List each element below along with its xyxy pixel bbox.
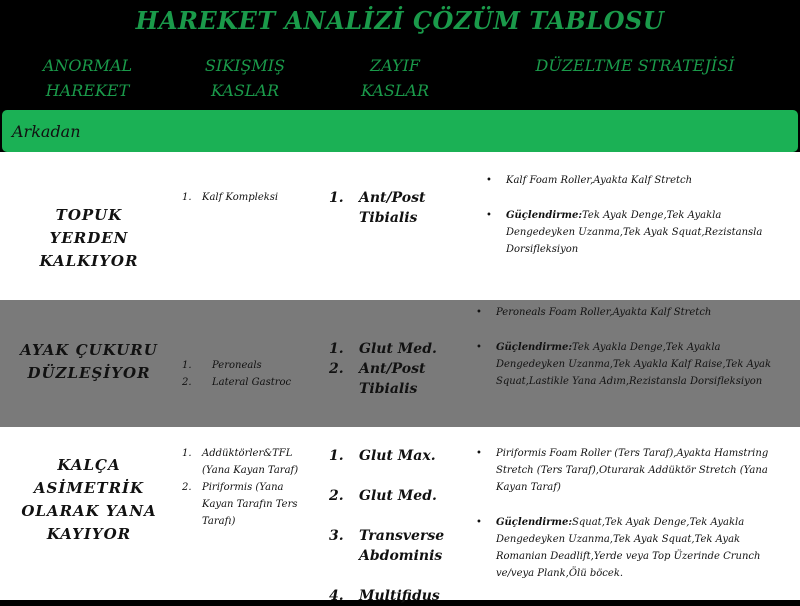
item-text: Glut Med. xyxy=(359,488,437,504)
item-text: Peroneals xyxy=(212,360,262,371)
strategy-text: Peroneals Foam Roller,Ayakta Kalf Stretch xyxy=(496,307,712,318)
movement-line: AYAK ÇUKURU xyxy=(20,341,158,359)
tight-muscles-list xyxy=(182,357,312,391)
list-item xyxy=(329,188,454,228)
list-item xyxy=(476,172,786,189)
strategy-list xyxy=(466,445,792,582)
strategy-text: Piriformis Foam Roller (Ters Taraf),Ayakta Hamstring Stretch (Ters Taraf),Oturarak Addüktör Stretch (Yana Kayan Taraf) xyxy=(496,448,769,493)
list-item xyxy=(329,339,454,359)
item-number: 1. xyxy=(329,341,344,357)
list-item xyxy=(466,514,792,582)
item-number: 2. xyxy=(329,488,344,504)
list-item xyxy=(329,446,454,466)
column-header-line: HAREKET xyxy=(45,81,130,100)
item-text: Abdominis xyxy=(359,548,443,564)
movement-line: KAYIYOR xyxy=(46,525,132,543)
table-row xyxy=(0,427,800,604)
item-number: 1. xyxy=(182,192,192,203)
list-item xyxy=(476,207,786,258)
bullet-icon: • xyxy=(476,517,482,528)
movement-line: OLARAK YANA xyxy=(21,502,157,520)
bullet-icon: • xyxy=(486,210,492,221)
column-header-line: ANORMAL xyxy=(42,56,133,75)
table-row xyxy=(0,152,800,300)
column-header-weak-muscles xyxy=(335,53,455,103)
list-item xyxy=(329,359,454,399)
tight-muscles-list xyxy=(182,445,312,530)
column-header-correction-strategy xyxy=(500,53,770,78)
list-item xyxy=(329,586,454,606)
list-item xyxy=(466,445,792,496)
section-label: Arkadan xyxy=(12,122,81,141)
item-text: Transverse xyxy=(359,528,445,544)
tight-muscles-list xyxy=(182,189,302,206)
page-title: HAREKET ANALİZİ ÇÖZÜM TABLOSU xyxy=(135,6,665,35)
strategy-text: Tek Ayakla Denge,Tek Ayakla Dengedeyken Uzanma,Tek Ayakla Kalf Raise,Tek Ayak Squat,Lastikle Yana Adım,Rezistansla Dorsifleksiyon xyxy=(496,342,772,387)
list-item xyxy=(182,445,312,479)
strategy-label: Güçlendirme: xyxy=(496,342,573,353)
movement-line: ASİMETRİK xyxy=(33,479,145,497)
strategy-list xyxy=(476,172,786,258)
column-header-line: DÜZELTME STRATEJİSİ xyxy=(535,56,735,75)
column-header-line: KASLAR xyxy=(360,81,430,100)
column-header-tight-muscles xyxy=(180,53,310,103)
item-number: 4. xyxy=(329,588,344,604)
item-text: Piriformis (Yana Kayan Tarafın Ters Tarafı) xyxy=(202,482,298,527)
abnormal-movement xyxy=(14,204,164,273)
item-number: 1. xyxy=(182,448,192,459)
weak-muscles-list xyxy=(329,188,454,228)
list-item xyxy=(182,374,312,391)
movement-line: KALKIYOR xyxy=(39,252,139,270)
item-text: Glut Max. xyxy=(359,448,436,464)
item-number: 1. xyxy=(329,190,344,206)
item-text: Tibialis xyxy=(359,381,418,397)
list-item xyxy=(182,189,302,206)
list-item xyxy=(329,486,454,506)
strategy-text: Kalf Foam Roller,Ayakta Kalf Stretch xyxy=(506,175,693,186)
strategy-label: Güçlendirme: xyxy=(506,210,583,221)
item-text: Lateral Gastroc xyxy=(212,377,292,388)
strategy-list xyxy=(466,304,786,390)
strategy-label: Güçlendirme: xyxy=(496,517,573,528)
abnormal-movement xyxy=(14,454,164,546)
weak-muscles-list xyxy=(329,446,454,606)
item-text: Kalf Kompleksi xyxy=(202,192,279,203)
list-item xyxy=(182,479,312,530)
column-header-line: KASLAR xyxy=(210,81,280,100)
list-item xyxy=(182,357,312,374)
movement-line: KALÇA xyxy=(57,456,121,474)
bullet-icon: • xyxy=(476,448,482,459)
item-text: Ant/Post xyxy=(359,361,426,377)
strategy-text: Squat,Tek Ayak Denge,Tek Ayakla Dengedeyken Uzanma,Tek Ayak Squat,Tek Ayak Romanian Deadlift,Yerde veya Top Üzerinde Crunch ve/veya Plank,Ölü böcek. xyxy=(496,517,761,579)
movement-line: DÜZLEŞİYOR xyxy=(27,364,151,382)
item-number: 2. xyxy=(182,482,192,493)
column-header-abnormal-movement xyxy=(20,53,155,103)
weak-muscles-list xyxy=(329,339,454,399)
bullet-icon: • xyxy=(486,175,492,186)
movement-line: TOPUK YERDEN xyxy=(49,206,129,247)
item-text: Tibialis xyxy=(359,210,418,226)
bullet-icon: • xyxy=(476,342,482,353)
column-header-line: ZAYIF xyxy=(369,56,420,75)
bullet-icon: • xyxy=(476,307,482,318)
item-text: Addüktörler&TFL (Yana Kayan Taraf) xyxy=(202,448,299,476)
abnormal-movement xyxy=(14,339,164,385)
column-header-line: SIKIŞMIŞ xyxy=(204,56,286,75)
list-item xyxy=(466,304,786,321)
item-number: 1. xyxy=(329,448,344,464)
item-number: 3. xyxy=(329,528,344,544)
list-item xyxy=(329,526,454,566)
item-number: 2. xyxy=(182,377,192,388)
item-text: Multifidus xyxy=(359,588,440,604)
item-text: Glut Med. xyxy=(359,341,437,357)
list-item xyxy=(466,339,786,390)
table-row xyxy=(0,300,800,427)
item-number: 2. xyxy=(329,361,344,377)
strategy-text: Tek Ayak Denge,Tek Ayakla Dengedeyken Uzanma,Tek Ayak Squat,Rezistansla Dorsifleksiyon xyxy=(506,210,763,255)
section-bar xyxy=(2,110,798,152)
item-text: Ant/Post xyxy=(359,190,426,206)
item-number: 1. xyxy=(182,360,192,371)
